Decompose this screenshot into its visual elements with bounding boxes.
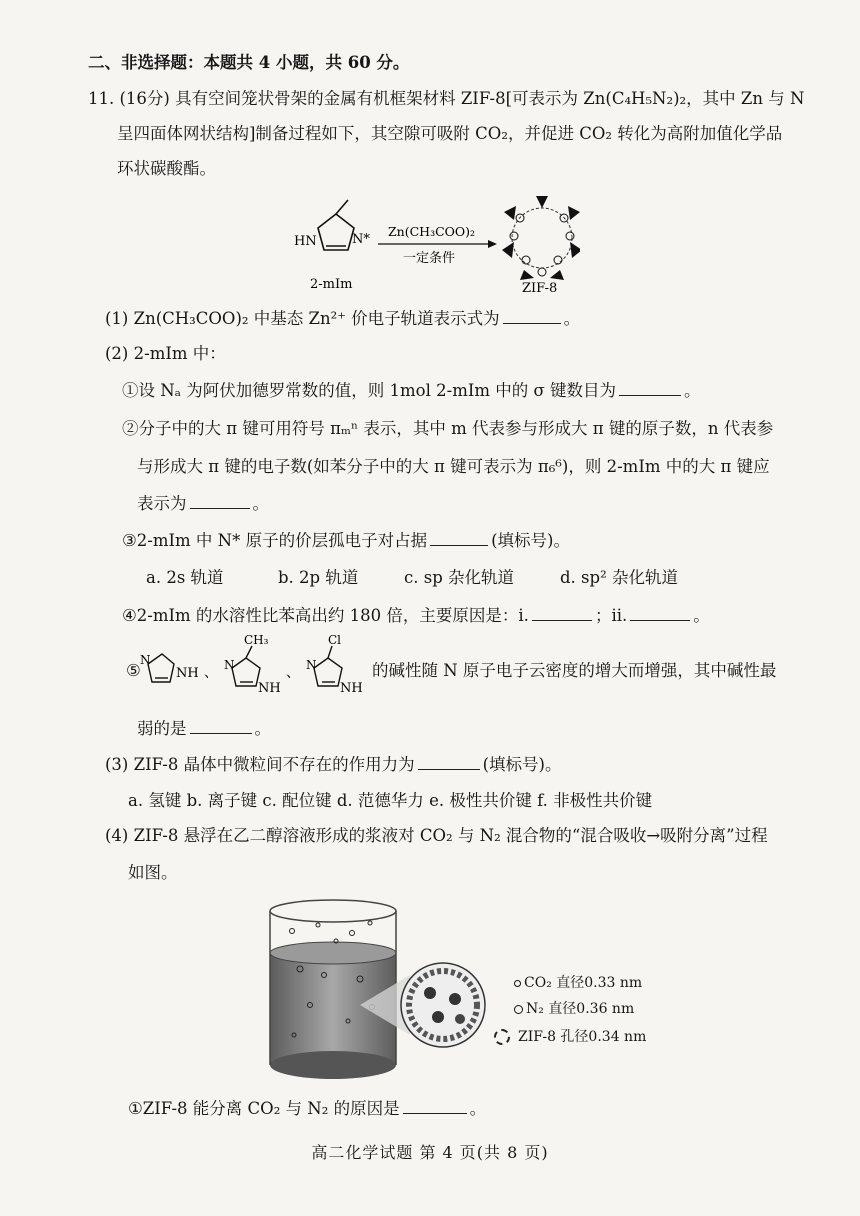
n2-icon bbox=[514, 1005, 523, 1014]
option-b: b. 2p 轨道 bbox=[278, 568, 359, 587]
answer-blank-i[interactable] bbox=[532, 619, 592, 621]
question-intro-line-3: 环状碳酸酯。 bbox=[117, 159, 216, 178]
part-2-1 bbox=[122, 380, 701, 402]
n-label: N bbox=[306, 658, 317, 672]
nh-label: NH bbox=[258, 681, 281, 696]
n-label: N bbox=[140, 653, 151, 667]
part-1-end: 。 bbox=[563, 309, 581, 328]
separator: 、 bbox=[204, 665, 218, 681]
option-c: c. sp 杂化轨道 bbox=[404, 568, 515, 587]
part-2-5-line-2-text: 弱的是 bbox=[137, 719, 187, 738]
answer-blank[interactable] bbox=[619, 394, 681, 396]
part-2-1-end: 。 bbox=[684, 381, 701, 400]
part-2-5-line-2-end: 。 bbox=[254, 719, 271, 738]
zif8-zoom-icon bbox=[401, 963, 485, 1047]
section-title: 二、非选择题：本题共 4 小题，共 60 分。 bbox=[88, 53, 410, 72]
reagent-top: Zn(CH₃COO)₂ bbox=[388, 224, 476, 239]
part-2-5-number: ⑤ bbox=[126, 661, 141, 680]
part-2-3-end: (填标号)。 bbox=[491, 531, 570, 550]
part-2-2-line-1: ②分子中的大 π 键可用符号 πₘⁿ 表示，其中 m 代表参与形成大 π 键的原子数，n 代表参 bbox=[122, 419, 774, 438]
part-2-3 bbox=[122, 530, 570, 552]
part-2-2-end: 。 bbox=[252, 494, 269, 513]
part-2-1-text: ①设 Nₐ 为阿伏加德罗常数的值，则 1mol 2-mIm 中的 σ 键数目为 bbox=[122, 381, 617, 400]
option-a: a. 2s 轨道 bbox=[146, 568, 224, 587]
separation-diagram bbox=[260, 895, 510, 1085]
beaker-icon bbox=[270, 900, 396, 1079]
methylimidazole-structure bbox=[232, 646, 260, 686]
part-1-text: (1) Zn(CH₃COO)₂ 中基态 Zn²⁺ 价电子轨道表示式为 bbox=[105, 309, 500, 328]
answer-blank-ii[interactable] bbox=[630, 619, 690, 621]
part-2-5-text: 的碱性随 N 原子电子云密度的增大而增强，其中碱性最 bbox=[372, 661, 777, 680]
part-4-line-2: 如图。 bbox=[128, 863, 178, 882]
answer-blank[interactable] bbox=[190, 507, 250, 509]
part-2-2-line-2: 与形成大 π 键的电子数(如苯分子中的大 π 键可表示为 π₆⁶)，则 2-mIm 中的大 π 键应 bbox=[137, 457, 770, 476]
part-2-4-text: ④2-mIm 的水溶性比苯高出约 180 倍，主要原因是：i. bbox=[122, 606, 529, 625]
page-footer: 高二化学试题 第 4 页(共 8 页) bbox=[311, 1143, 549, 1162]
answer-blank[interactable] bbox=[190, 732, 252, 734]
part-4-1-end: 。 bbox=[469, 1099, 487, 1118]
part-2: (2) 2-mIm 中： bbox=[105, 344, 226, 363]
part-2-4-end: 。 bbox=[693, 606, 710, 625]
part-2-2-text: 表示为 bbox=[137, 494, 187, 513]
answer-blank[interactable] bbox=[430, 544, 488, 546]
part-3-end: (填标号)。 bbox=[482, 755, 562, 774]
legend-n2 bbox=[514, 998, 634, 1020]
imidazole-structures bbox=[140, 632, 380, 696]
legend-zif8 bbox=[494, 1026, 646, 1048]
question-intro-line-1: 11. (16分) 具有空间笼状骨架的金属有机框架材料 ZIF-8[可表示为 Zn(C₄H₅N₂)₂，其中 Zn 与 N bbox=[88, 89, 805, 108]
part-3-text: (3) ZIF-8 晶体中微粒间不存在的作用力为 bbox=[105, 755, 415, 774]
legend-n2-text: N₂ 直径0.36 nm bbox=[526, 1001, 635, 1017]
part-2-2-line-3 bbox=[137, 493, 269, 515]
n-label: N bbox=[224, 658, 235, 672]
answer-blank[interactable] bbox=[418, 768, 480, 770]
ch3-label: CH₃ bbox=[244, 633, 269, 647]
nh-label: NH bbox=[340, 681, 363, 696]
co2-icon bbox=[514, 980, 521, 987]
nh-label: NH bbox=[176, 666, 199, 681]
hn-label: HN bbox=[294, 234, 317, 249]
reaction-arrow bbox=[378, 240, 497, 248]
part-2-4 bbox=[122, 605, 710, 627]
part-2-4-mid: ；ii. bbox=[594, 606, 628, 625]
option-d: d. sp² 杂化轨道 bbox=[560, 568, 678, 587]
part-2-3-text: ③2-mIm 中 N* 原子的价层孤电子对占据 bbox=[122, 531, 428, 550]
separator: 、 bbox=[286, 665, 300, 681]
part-4-1 bbox=[128, 1098, 486, 1120]
imidazole-structure bbox=[148, 654, 174, 682]
legend-co2-text: CO₂ 直径0.33 nm bbox=[524, 975, 643, 991]
answer-blank[interactable] bbox=[403, 1112, 467, 1114]
reaction-scheme bbox=[290, 188, 580, 300]
zif8-cage-icon bbox=[502, 196, 580, 280]
question-intro-line-2: 呈四面体网状结构]制备过程如下，其空隙可吸附 CO₂，并促进 CO₂ 转化为高附加值化学品 bbox=[117, 124, 783, 143]
reactant-label: 2-mIm bbox=[310, 277, 353, 292]
part-3-options: a. 氢键 b. 离子键 c. 配位键 d. 范德华力 e. 极性共价键 f. 非极性共价键 bbox=[128, 791, 653, 810]
legend-co2 bbox=[514, 972, 642, 994]
part-3 bbox=[105, 754, 562, 776]
2-mim-structure bbox=[318, 200, 354, 250]
nstar-label: N* bbox=[352, 232, 370, 247]
part-2-5-line-2 bbox=[137, 718, 271, 740]
reagent-bottom: 一定条件 bbox=[403, 251, 456, 266]
legend-zif8-text: ZIF-8 孔径0.34 nm bbox=[518, 1029, 647, 1045]
product-label: ZIF-8 bbox=[522, 281, 558, 296]
chloroimidazole-structure bbox=[314, 646, 342, 686]
zif8-legend-icon bbox=[494, 1029, 510, 1045]
part-1 bbox=[105, 308, 580, 330]
part-4-1-text: ①ZIF-8 能分离 CO₂ 与 N₂ 的原因是 bbox=[128, 1099, 400, 1118]
cl-label: Cl bbox=[328, 633, 342, 647]
part-4-line-1: (4) ZIF-8 悬浮在乙二醇溶液形成的浆液对 CO₂ 与 N₂ 混合物的“混合吸收→吸附分离”过程 bbox=[105, 826, 768, 845]
answer-blank[interactable] bbox=[503, 322, 561, 324]
